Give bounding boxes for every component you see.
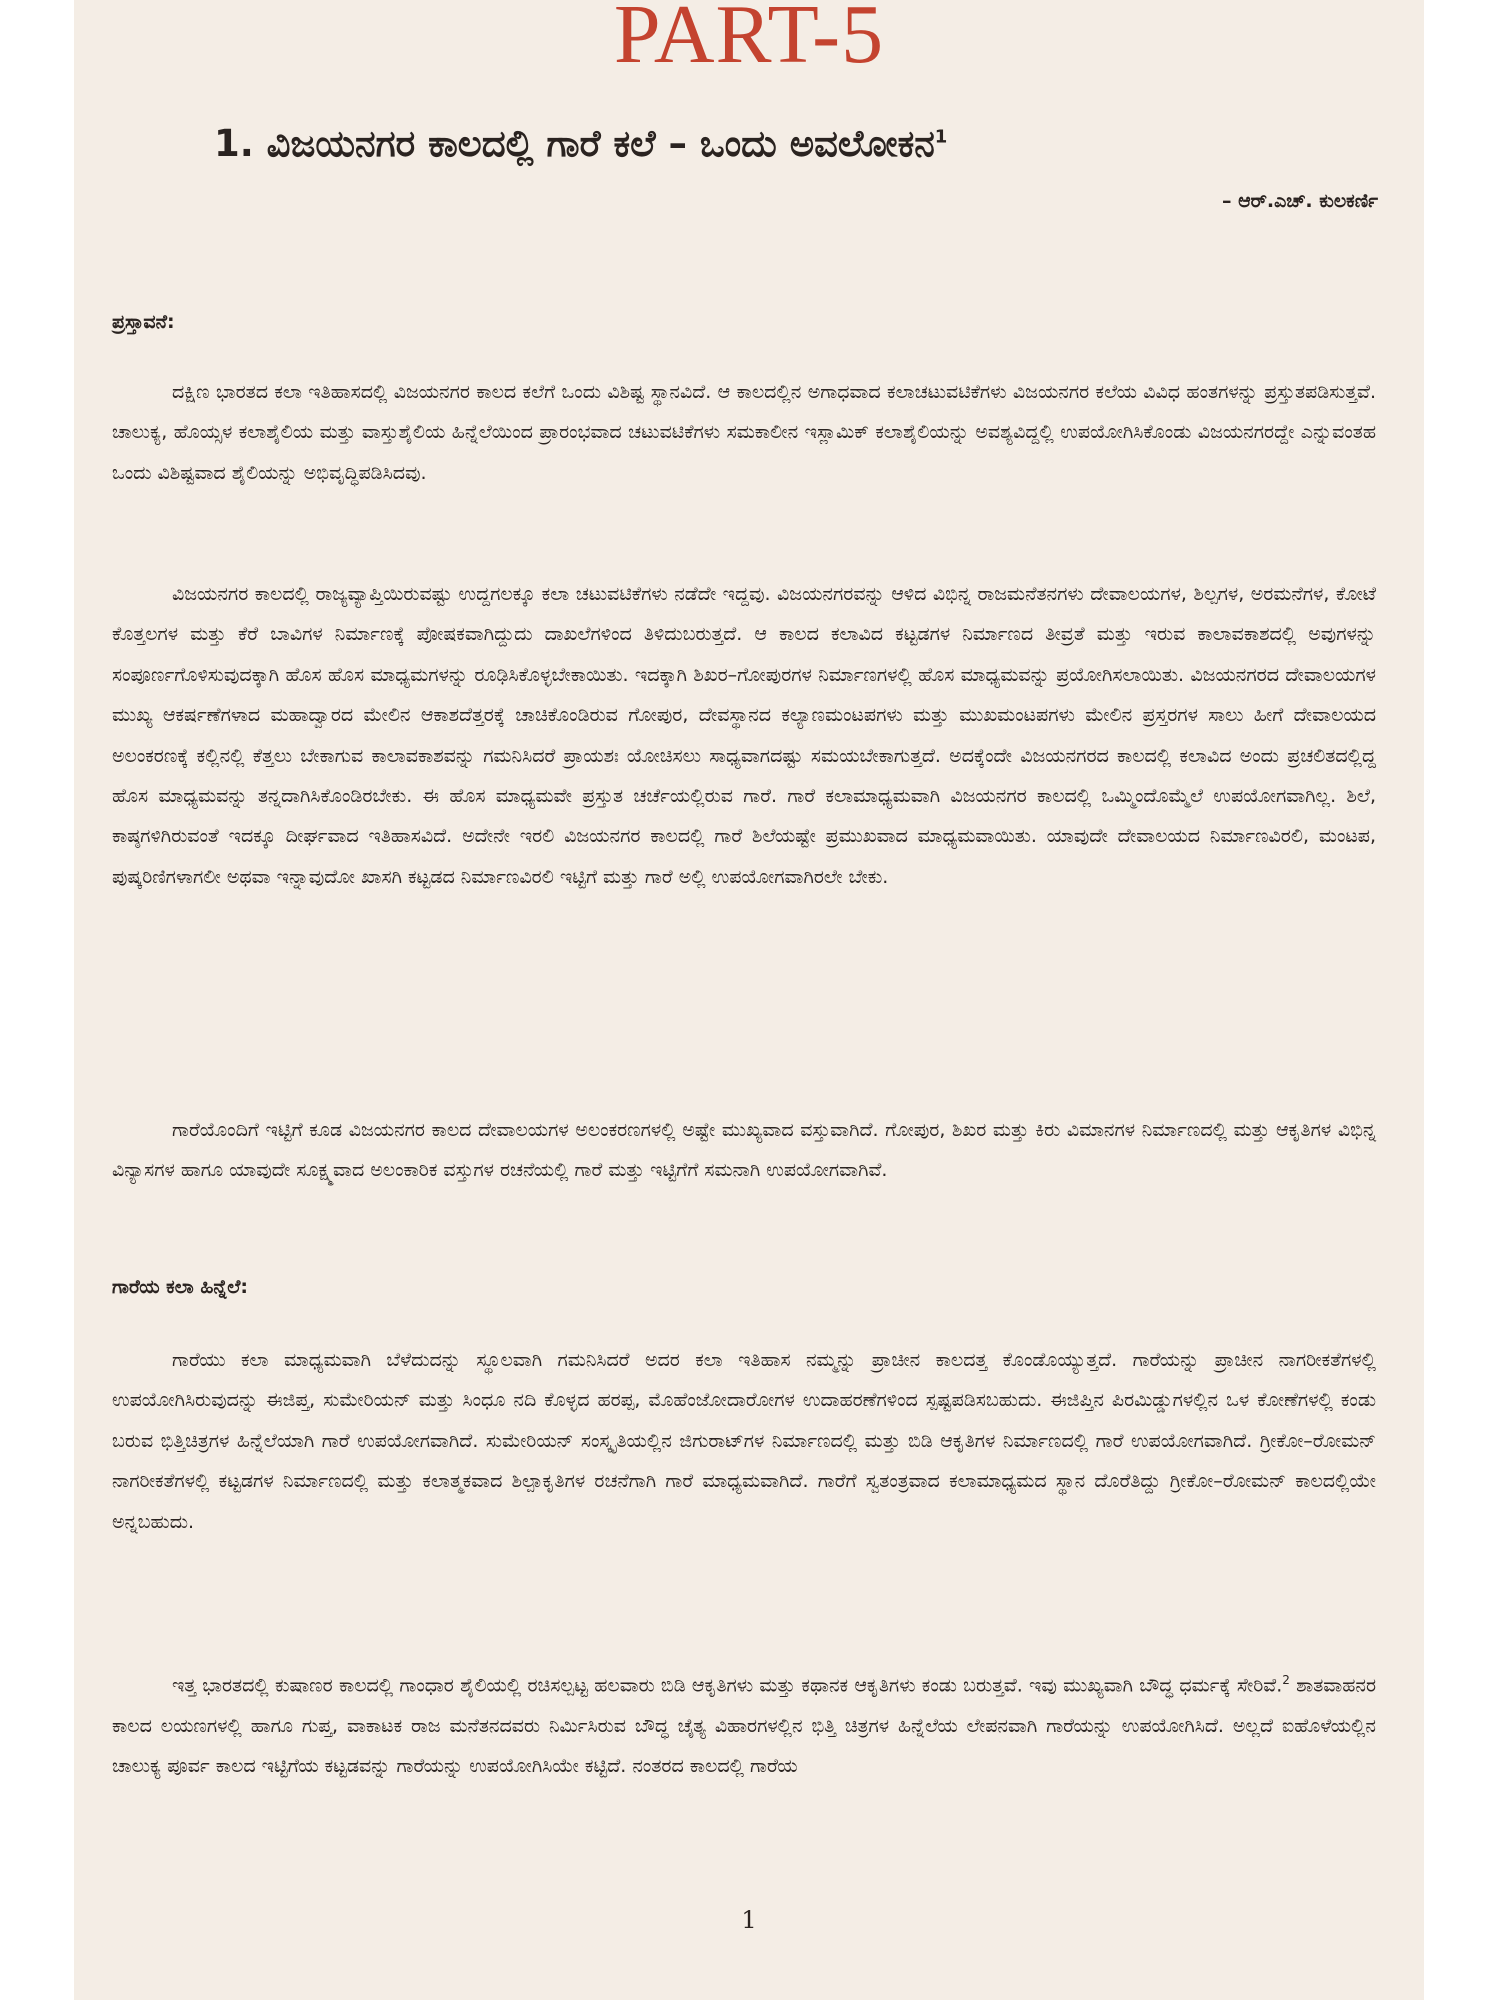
author-byline: – ಆರ್.ಎಚ್. ಕುಲಕರ್ಣಿ xyxy=(1222,190,1378,212)
section-heading-introduction: ಪ್ರಸ್ತಾವನೆ: xyxy=(112,311,175,333)
paragraph-4: ಗಾರೆಯು ಕಲಾ ಮಾಧ್ಯಮವಾಗಿ ಬೆಳೆದುದನ್ನು ಸ್ಥೂಲವಾಗಿ ಗಮನಿಸಿದರೆ ಅದರ ಕಲಾ ಇತಿಹಾಸ ನಮ್ಮನ್ನು ಪ್ರಾಚೀನ ಕಾಲದತ್ತ ಕೊಂಡೊಯ್ಯುತ್ತದೆ. ಗಾರೆಯನ್ನು ಪ್ರಾಚೀನ ನಾಗರೀಕತೆಗಳಲ್ಲಿ ಉಪಯೋಗಿಸಿರುವುದನ್ನು ಈಜಿಪ್ತ, ಸುಮೇರಿಯನ್ ಮತ್ತು ಸಿಂಧೂ ನದಿ ಕೊಳ್ಳದ ಹರಪ್ಪ, ಮೊಹೆಂಜೋದಾರೋಗಳ ಉದಾಹರಣೆಗಳಿಂದ ಸ್ಪಷ್ಟಪಡಿಸಬಹುದು. ಈಜಿಪ್ತಿನ ಪಿರಮಿಡ್ಡುಗಳಲ್ಲಿನ ಒಳ ಕೋಣೆಗಳಲ್ಲಿ ಕಂಡು ಬರುವ ಭಿತ್ತಿಚಿತ್ರಗಳ ಹಿನ್ನೆಲೆಯಾಗಿ ಗಾರೆ ಉಪಯೋಗವಾಗಿದೆ. ಸುಮೇರಿಯನ್ ಸಂಸ್ಕೃತಿಯಲ್ಲಿನ ಜಿಗುರಾಟ್‌ಗಳ ನಿರ್ಮಾಣದಲ್ಲಿ ಮತ್ತು ಬಿಡಿ ಆಕೃತಿಗಳ ನಿರ್ಮಾಣದಲ್ಲಿ ಗಾರೆ ಉಪಯೋಗವಾಗಿದೆ. ಗ್ರೀಕೋ–ರೋಮನ್ ನಾಗರೀಕತೆಗಳಲ್ಲಿ ಕಟ್ಟಡಗಳ ನಿರ್ಮಾಣದಲ್ಲಿ ಮತ್ತು ಕಲಾತ್ಮಕವಾದ ಶಿಲ್ಪಾಕೃತಿಗಳ ರಚನೆಗಾಗಿ ಗಾರೆ ಮಾಧ್ಯಮವಾಗಿದೆ. ಗಾರೆಗೆ ಸ್ವತಂತ್ರವಾದ ಕಲಾಮಾಧ್ಯಮದ ಸ್ಥಾನ ದೊರೆತಿದ್ದು ಗ್ರೀಕೋ–ರೋಮನ್ ಕಾಲದಲ್ಲಿಯೇ ಅನ್ನಬಹುದು. xyxy=(112,1349,1376,1533)
title-footnote-marker: 1 xyxy=(934,126,948,148)
footnote-marker-2: 2 xyxy=(1282,1673,1290,1687)
paragraph-3: ಗಾರೆಯೊಂದಿಗೆ ಇಟ್ಟಿಗೆ ಕೂಡ ವಿಜಯನಗರ ಕಾಲದ ದೇವಾಲಯಗಳ ಅಲಂಕರಣಗಳಲ್ಲಿ ಅಷ್ಟೇ ಮುಖ್ಯವಾದ ವಸ್ತುವಾಗಿದೆ. ಗೋಪುರ, ಶಿಖರ ಮತ್ತು ಕಿರು ವಿಮಾನಗಳ ನಿರ್ಮಾಣದಲ್ಲಿ ಮತ್ತು ಆಕೃತಿಗಳ ವಿಭಿನ್ನ ವಿನ್ಯಾಸಗಳ ಹಾಗೂ ಯಾವುದೇ ಸೂಕ್ಷ್ಮವಾದ ಅಲಂಕಾರಿಕ ವಸ್ತುಗಳ ರಚನೆಯಲ್ಲಿ ಗಾರೆ ಮತ್ತು ಇಟ್ಟಿಗೆಗೆ ಸಮನಾಗಿ ಉಪಯೋಗವಾಗಿವೆ. xyxy=(112,1119,1376,1182)
section-heading-background: ಗಾರೆಯ ಕಲಾ ಹಿನ್ನೆಲೆ: xyxy=(112,1276,248,1298)
book-page xyxy=(74,0,1424,2000)
page-number: 1 xyxy=(741,1906,757,1934)
chapter-title-text: 1. ವಿಜಯನಗರ ಕಾಲದಲ್ಲಿ ಗಾರೆ ಕಲೆ – ಒಂದು ಅವಲೋಕನ xyxy=(214,122,935,165)
part-heading: PART-5 xyxy=(613,0,885,81)
paragraph-5-part-1: ಇತ್ತ ಭಾರತದಲ್ಲಿ ಕುಷಾಣರ ಕಾಲದಲ್ಲಿ ಗಾಂಧಾರ ಶೈಲಿಯಲ್ಲಿ ರಚಿಸಲ್ಪಟ್ಟ ಹಲವಾರು ಬಿಡಿ ಆಕೃತಿಗಳು ಮತ್ತು ಕಥಾನಕ ಆಕೃತಿಗಳು ಕಂಡು ಬರುತ್ತವೆ. ಇವು ಮುಖ್ಯವಾಗಿ ಬೌದ್ಧ ಧರ್ಮಕ್ಕೆ ಸೇರಿವೆ. xyxy=(172,1674,1283,1697)
paragraph-5-part-2: ಶಾತವಾಹನರ ಕಾಲದ ಲಯಣಗಳಲ್ಲಿ ಹಾಗೂ ಗುಪ್ತ, ವಾಕಾಟಕ ರಾಜ ಮನೆತನದವರು ನಿರ್ಮಿಸಿರುವ ಬೌದ್ಧ ಚೈತ್ಯ ವಿಹಾರಗಳಲ್ಲಿನ ಭಿತ್ತಿ ಚಿತ್ರಗಳ ಹಿನ್ನೆಲೆಯ ಲೇಪನವಾಗಿ ಗಾರೆಯನ್ನು ಉಪಯೋಗಿಸಿದೆ. ಅಲ್ಲದೆ ಐಹೊಳೆಯಲ್ಲಿನ ಚಾಲುಕ್ಯ ಪೂರ್ವ ಕಾಲದ ಇಟ್ಟಿಗೆಯ ಕಟ್ಟಡವನ್ನು ಗಾರೆಯನ್ನು ಉಪಯೋಗಿಸಿಯೇ ಕಟ್ಟಿದೆ. ನಂತರದ ಕಾಲದಲ್ಲಿ ಗಾರೆಯ xyxy=(112,1674,1376,1778)
paragraph-1: ದಕ್ಷಿಣ ಭಾರತದ ಕಲಾ ಇತಿಹಾಸದಲ್ಲಿ ವಿಜಯನಗರ ಕಾಲದ ಕಲೆಗೆ ಒಂದು ವಿಶಿಷ್ಟ ಸ್ಥಾನವಿದೆ. ಆ ಕಾಲದಲ್ಲಿನ ಅಗಾಧವಾದ ಕಲಾಚಟುವಟಿಕೆಗಳು ವಿಜಯನಗರ ಕಲೆಯ ವಿವಿಧ ಹಂತಗಳನ್ನು ಪ್ರಸ್ತುತಪಡಿಸುತ್ತವೆ. ಚಾಲುಕ್ಯ, ಹೊಯ್ಸಳ ಕಲಾಶೈಲಿಯ ಮತ್ತು ವಾಸ್ತುಶೈಲಿಯ ಹಿನ್ನೆಲೆಯಿಂದ ಪ್ರಾರಂಭವಾದ ಚಟುವಟಿಕೆಗಳು ಸಮಕಾಲೀನ ಇಸ್ಲಾಮಿಕ್ ಕಲಾಶೈಲಿಯನ್ನು ಅವಶ್ಯವಿದ್ದಲ್ಲಿ ಉಪಯೋಗಿಸಿಕೊಂಡು ವಿಜಯನಗರದ್ದೇ ಎನ್ನುವಂತಹ ಒಂದು ವಿಶಿಷ್ಟವಾದ ಶೈಲಿಯನ್ನು ಅಭಿವೃದ್ಧಿಪಡಿಸಿದವು. xyxy=(112,381,1376,484)
chapter-title xyxy=(214,122,1354,166)
paragraph-2: ವಿಜಯನಗರ ಕಾಲದಲ್ಲಿ ರಾಜ್ಯವ್ಯಾಪ್ತಿಯಿರುವಷ್ಟು ಉದ್ದಗಲಕ್ಕೂ ಕಲಾ ಚಟುವಟಿಕೆಗಳು ನಡೆದೇ ಇದ್ದವು. ವಿಜಯನಗರವನ್ನು ಆಳಿದ ವಿಭಿನ್ನ ರಾಜಮನೆತನಗಳು ದೇವಾಲಯಗಳ, ಶಿಲ್ಪಗಳ, ಅರಮನೆಗಳ, ಕೋಟೆ ಕೊತ್ತಲಗಳ ಮತ್ತು ಕೆರೆ ಬಾವಿಗಳ ನಿರ್ಮಾಣಕ್ಕೆ ಪೋಷಕವಾಗಿದ್ದುದು ದಾಖಲೆಗಳಿಂದ ತಿಳಿದುಬರುತ್ತದೆ. ಆ ಕಾಲದ ಕಲಾವಿದ ಕಟ್ಟಡಗಳ ನಿರ್ಮಾಣದ ತೀವ್ರತೆ ಮತ್ತು ಇರುವ ಕಾಲಾವಕಾಶದಲ್ಲಿ ಅವುಗಳನ್ನು ಸಂಪೂರ್ಣಗೊಳಿಸುವುದಕ್ಕಾಗಿ ಹೊಸ ಹೊಸ ಮಾಧ್ಯಮಗಳನ್ನು ರೂಢಿಸಿಕೊಳ್ಳಬೇಕಾಯಿತು. ಇದಕ್ಕಾಗಿ ಶಿಖರ–ಗೋಪುರಗಳ ನಿರ್ಮಾಣಗಳಲ್ಲಿ ಹೊಸ ಮಾಧ್ಯಮವನ್ನು ಪ್ರಯೋಗಿಸಲಾಯಿತು. ವಿಜಯನಗರದ ದೇವಾಲಯಗಳ ಮುಖ್ಯ ಆಕರ್ಷಣೆಗಳಾದ ಮಹಾದ್ವಾರದ ಮೇಲಿನ ಆಕಾಶದೆತ್ತರಕ್ಕೆ ಚಾಚಿಕೊಂಡಿರುವ ಗೋಪುರ, ದೇವಸ್ಥಾನದ ಕಲ್ಯಾಣಮಂಟಪಗಳು ಮತ್ತು ಮುಖಮಂಟಪಗಳು ಮೇಲಿನ ಪ್ರಸ್ತರಗಳ ಸಾಲು ಹೀಗೆ ದೇವಾಲಯದ ಅಲಂಕರಣಕ್ಕೆ ಕಲ್ಲಿನಲ್ಲಿ ಕೆತ್ತಲು ಬೇಕಾಗುವ ಕಾಲಾವಕಾಶವನ್ನು ಗಮನಿಸಿದರೆ ಪ್ರಾಯಶಃ ಯೋಚಿಸಲು ಸಾಧ್ಯವಾಗದಷ್ಟು ಸಮಯಬೇಕಾಗುತ್ತದೆ. ಅದಕ್ಕೆಂದೇ ವಿಜಯನಗರದ ಕಾಲದಲ್ಲಿ ಕಲಾವಿದ ಅಂದು ಪ್ರಚಲಿತದಲ್ಲಿದ್ದ ಹೊಸ ಮಾಧ್ಯಮವನ್ನು ತನ್ನದಾಗಿಸಿಕೊಂಡಿರಬೇಕು. ಈ ಹೊಸ ಮಾಧ್ಯಮವೇ ಪ್ರಸ್ತುತ ಚರ್ಚೆಯಲ್ಲಿರುವ ಗಾರೆ. ಗಾರೆ ಕಲಾಮಾಧ್ಯಮವಾಗಿ ವಿಜಯನಗರ ಕಾಲದಲ್ಲಿ ಒಮ್ಮಿಂದೊಮ್ಮೆಲೆ ಉಪಯೋಗವಾಗಿಲ್ಲ. ಶಿಲೆ, ಕಾಷ್ಠಗಳಿಗಿರುವಂತೆ ಇದಕ್ಕೂ ದೀರ್ಘವಾದ ಇತಿಹಾಸವಿದೆ. ಅದೇನೇ ಇರಲಿ ವಿಜಯನಗರ ಕಾಲದಲ್ಲಿ ಗಾರೆ ಶಿಲೆಯಷ್ಟೇ ಪ್ರಮುಖವಾದ ಮಾಧ್ಯಮವಾಯಿತು. ಯಾವುದೇ ದೇವಾಲಯದ ನಿರ್ಮಾಣವಿರಲಿ, ಮಂಟಪ, ಪುಷ್ಕರಿಣಿಗಳಾಗಲೀ ಅಥವಾ ಇನ್ನಾವುದೋ ಖಾಸಗಿ ಕಟ್ಟಡದ ನಿರ್ಮಾಣವಿರಲಿ ಇಟ್ಟಿಗೆ ಮತ್ತು ಗಾರೆ ಅಲ್ಲಿ ಉಪಯೋಗವಾಗಿರಲೇ ಬೇಕು. xyxy=(112,583,1376,888)
paragraph-5 xyxy=(112,1660,1376,1787)
